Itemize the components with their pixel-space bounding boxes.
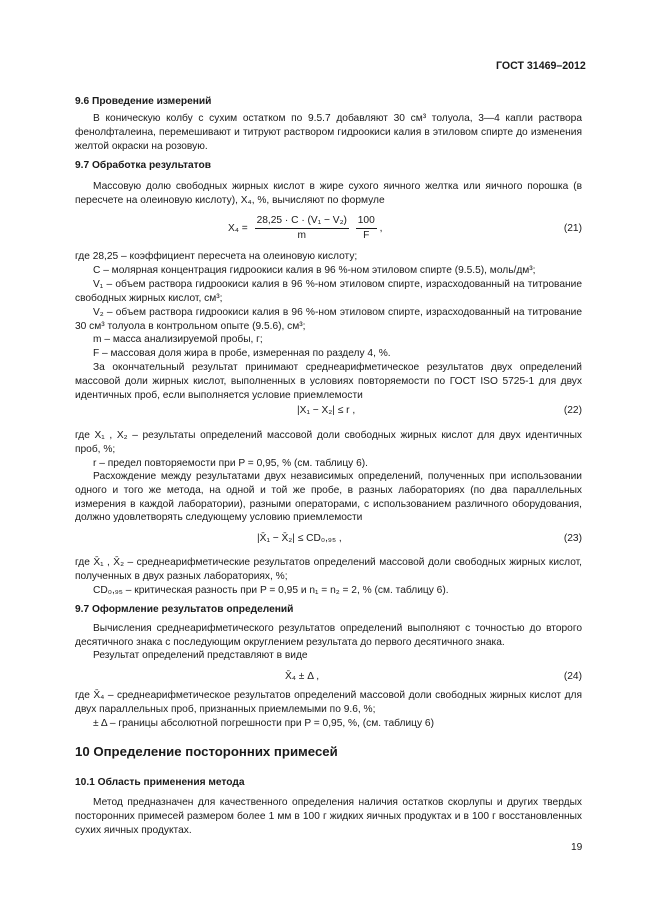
formula-24-number: (24) <box>563 671 582 682</box>
where-x1-x2: где X₁ , X₂ – результаты определений массовой доли свободных жирных кислот для двух идентичных проб, %; <box>75 430 582 455</box>
formula-21-fraction <box>255 214 349 243</box>
formula-24: X̄₄ ± Δ , <box>285 671 320 682</box>
section-9-6-title: 9.6 Проведение измерений <box>75 96 212 107</box>
formula-21-comma: , <box>379 222 383 234</box>
where-x4: где X̄₄ – среднеарифметическое результатов определений массовой доли свободных жирных кислот для двух параллельных проб, признанных приемлемыми по 9.6, %; <box>75 690 582 715</box>
results-precision-text: Вычисления среднеарифметического результатов определений выполняют с точностью до второго десятичного знака с последующим округлением результата до первого десятичного знака. <box>75 623 582 648</box>
formula-21-denominator: m <box>297 229 306 241</box>
reproducibility-text: Расхождение между результатами двух независимых определений, полученных при использовании одного и того же метода, на одной и той же пробе, в разных лабораториях (по два параллельных измерения в каждой лаборатории), разными операторами, с использованием различного оборудования, должно удовлетворять следующему условию приемлемости <box>75 471 582 524</box>
def-c <box>75 264 582 278</box>
def-m: m – масса анализируемой пробы, г; <box>93 334 263 345</box>
formula-22: |X₁ − X₂| ≤ r , <box>297 405 356 416</box>
formula-21-numerator-2: 100 <box>356 214 377 229</box>
section-10-title: 10 Определение посторонних примесей <box>75 744 338 759</box>
page-number: 19 <box>571 842 583 853</box>
def-f: F – массовая доля жира в пробе, измеренная по разделу 4, %. <box>93 348 391 359</box>
def-delta: ± Δ – границы абсолютной погрешности при P = 0,95, %, (см. таблицу 6) <box>93 718 434 729</box>
formula-21-lhs: X₄ = <box>228 222 248 234</box>
section-10-1-title: 10.1 Область применения метода <box>75 777 245 788</box>
def-v2 <box>75 306 582 334</box>
final-result-text: За окончательный результат принимают среднеарифметическое результатов двух определений массовой доли жирных кислот, выполненных в условиях повторяемости по ГОСТ ISO 5725-1 для двух идентичных проб, если выполняется условие приемлемости <box>75 362 582 401</box>
formula-22-number: (22) <box>563 405 582 416</box>
formula-21-number: (21) <box>563 223 582 234</box>
formula-23-number: (23) <box>563 533 582 544</box>
section-9-7-intro: Массовую долю свободных жирных кислот в жире сухого яичного желтка или яичного порошка (в пересчете на олеиновую кислоту), X₄, %, вычисляют по формуле <box>75 181 582 206</box>
formula-21 <box>228 214 382 243</box>
def-cd: CD₀,₉₅ – критическая разность при P = 0,95 и n₁ = n₂ = 2, % (см. таблицу 6). <box>93 585 449 596</box>
section-9-6-text: В коническую колбу с сухим остатком по 9.5.7 добавляют 30 см³ толуола, 3—4 капли раствора фенолфталеина, перемешивают и титруют раствором гидроокиси калия в этиловом спирте до изменения желтой окраски на розовую. <box>75 113 582 152</box>
where-coefficient: где 28,25 – коэффициент пересчета на олеиновую кислоту; <box>75 251 358 262</box>
def-r: r – предел повторяемости при P = 0,95, % (см. таблицу 6). <box>93 458 368 469</box>
def-v1-text: V₁ – объем раствора гидроокиси калия в 96 %-ном этиловом спирте, израсходованный на титрование свободных жирных кислот, см³; <box>75 279 582 304</box>
results-form-text: Результат определений представляют в виде <box>93 650 308 661</box>
formula-21-numerator: 28,25 · C · (V₁ − V₂) <box>255 214 349 229</box>
section-9-7-title: 9.7 Обработка результатов <box>75 160 212 171</box>
formula-21-denominator-2: F <box>363 229 370 241</box>
formula-21-fraction-2 <box>356 214 377 243</box>
section-9-7-results-title: 9.7 Оформление результатов определений <box>75 604 294 615</box>
standard-code: ГОСТ 31469–2012 <box>496 60 586 72</box>
def-c-text: C – молярная концентрация гидроокиси калия в 96 %-ном этиловом спирте (9.5.5), моль/дм³; <box>93 265 536 276</box>
formula-23: |X̄₁ − X̄₂| ≤ CD₀,₉₅ , <box>257 533 342 544</box>
where-x1-x2-mean: где X̄₁ , X̄₂ – среднеарифметические результатов определений массовой доли свободных жирных кислот, полученных в двух разных лабораториях, %; <box>75 557 582 582</box>
section-10-1-text: Метод предназначен для качественного определения наличия остатков скорлупы и других твердых посторонних примесей размером более 1 мм в 100 г жидких яичных продуктах и в 100 г восстановленных сухих яичных продуктах. <box>75 797 582 836</box>
def-v1 <box>75 278 582 306</box>
def-v2-text: V₂ – объем раствора гидроокиси калия в 96 %-ном этиловом спирте, израсходованный на титрование 30 см³ толуола в контрольном опыте (9.5.6), см³; <box>75 307 582 332</box>
